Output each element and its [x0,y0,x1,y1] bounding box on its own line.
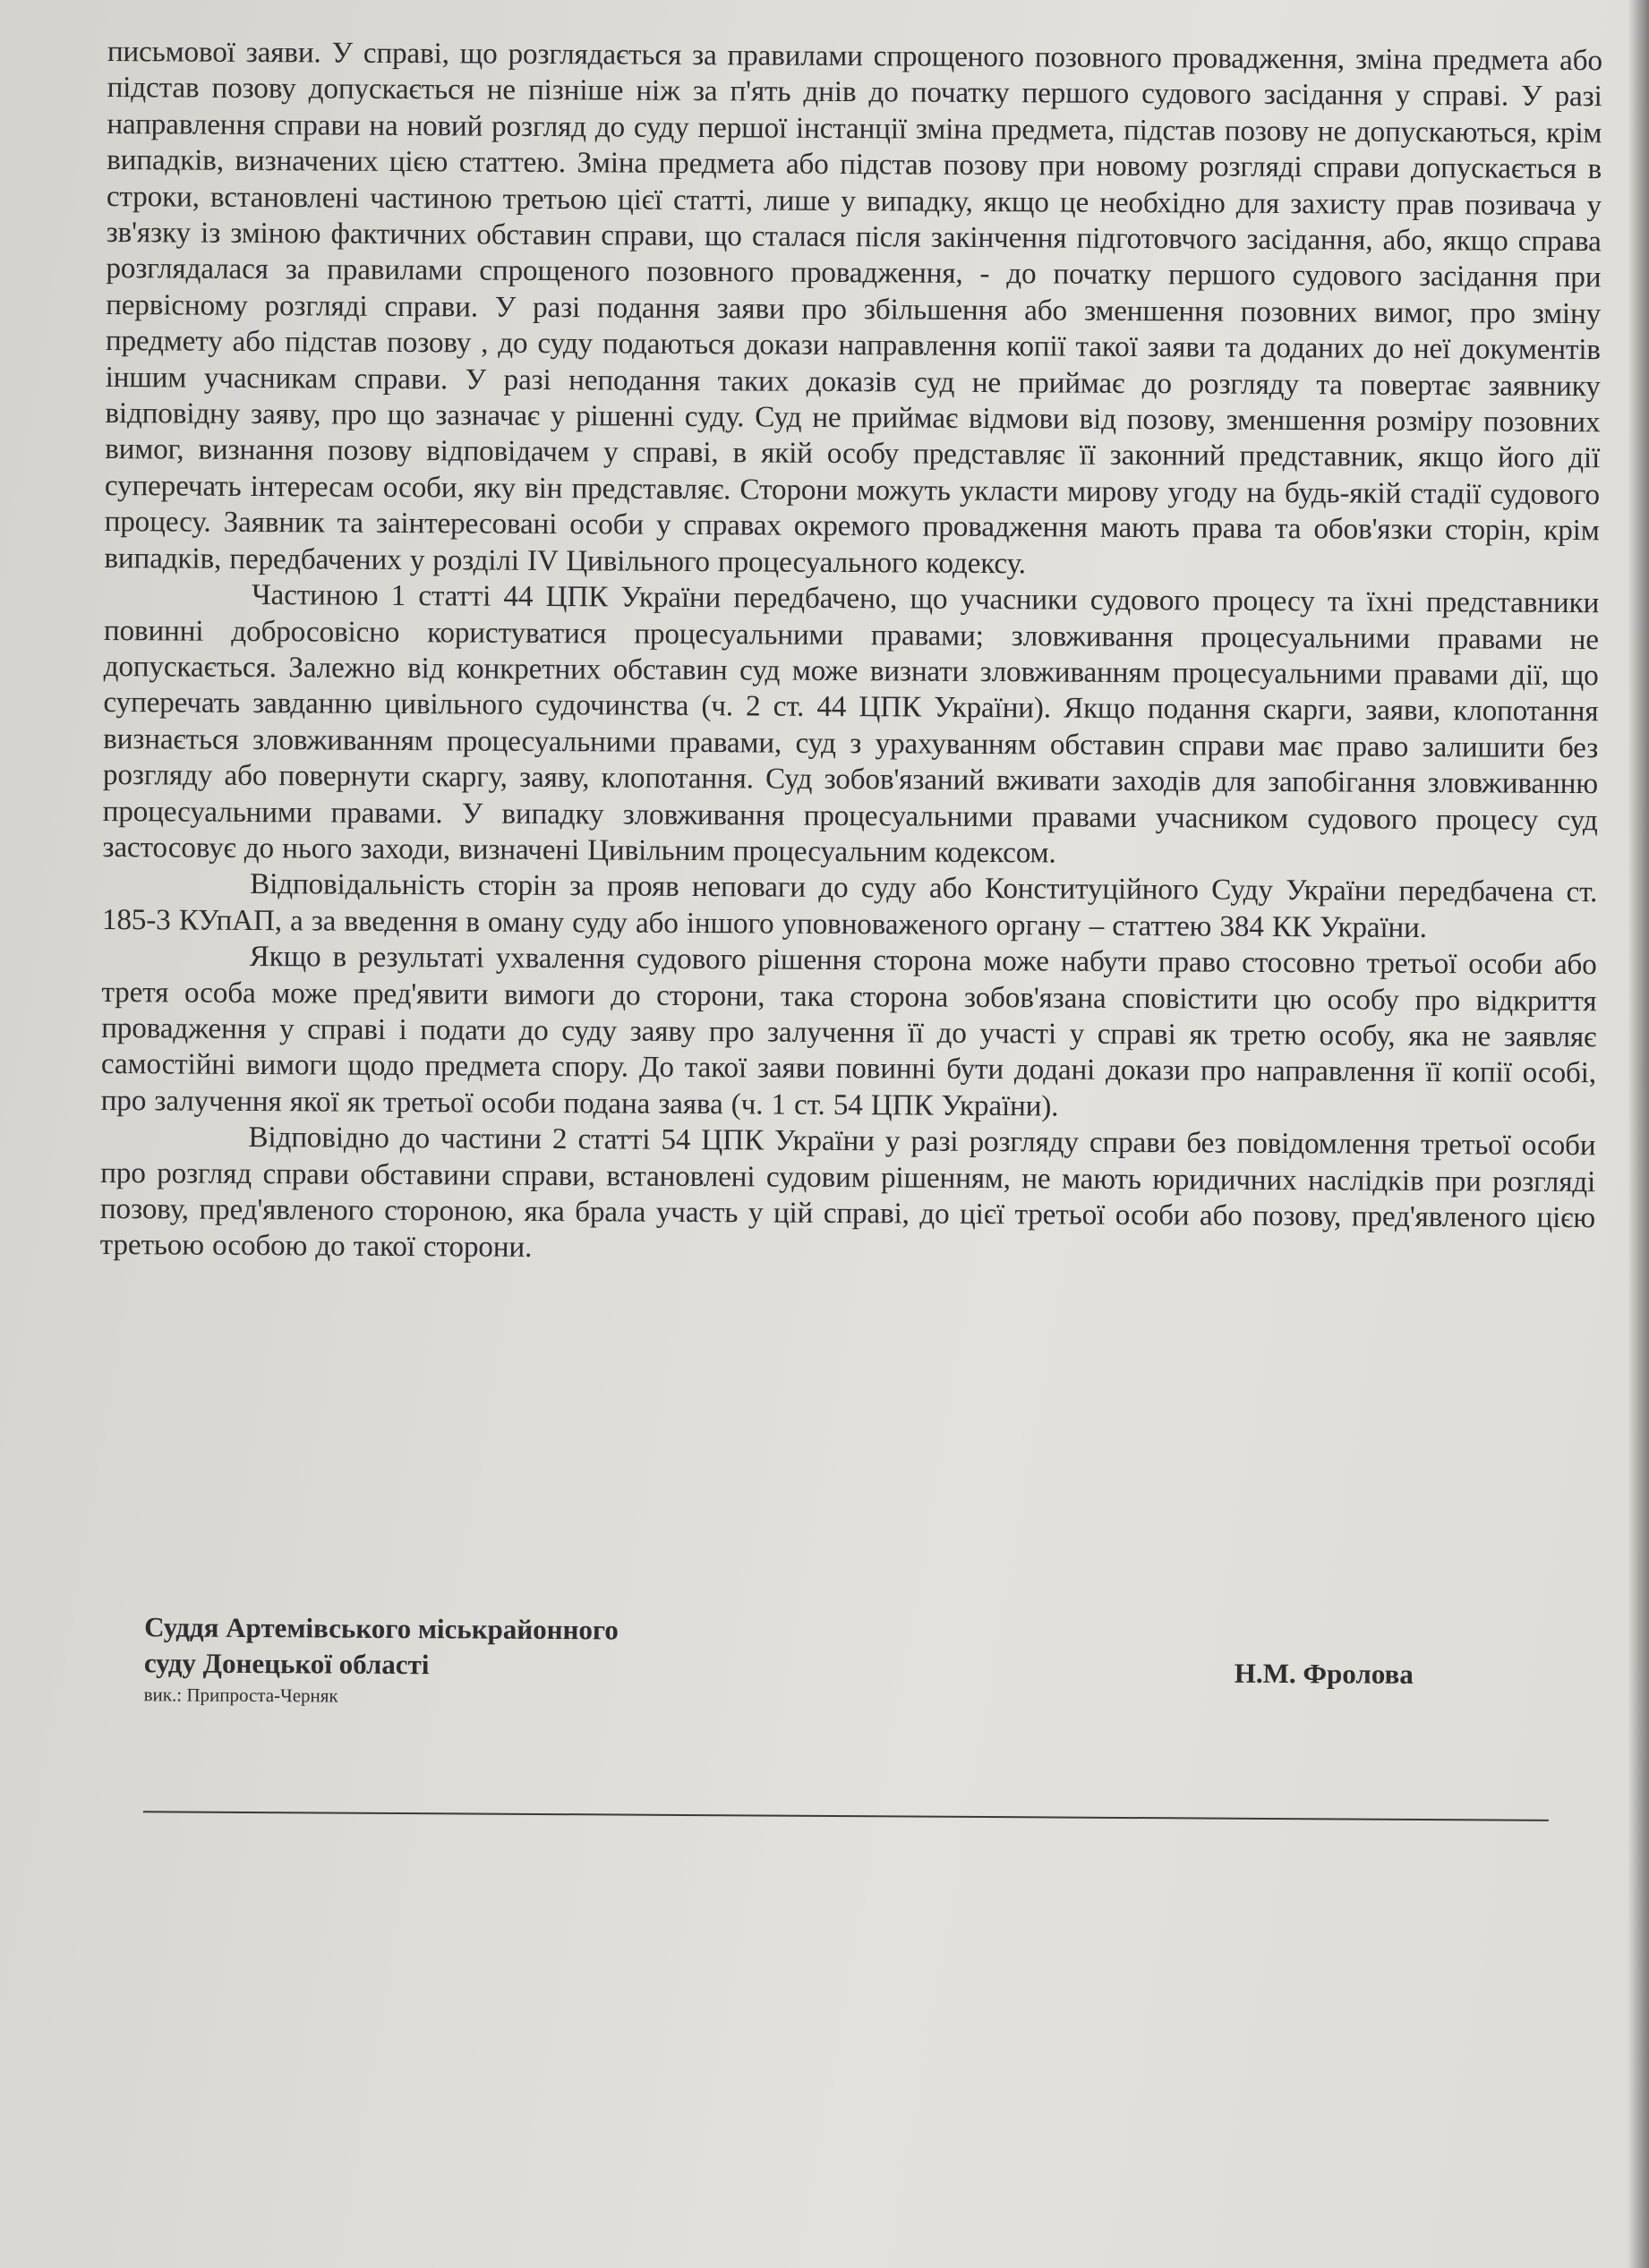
signature-block [144,1609,1542,1717]
paragraph-4: Якщо в результаті ухвалення судового рішення сторона може набути право стосовно третьої особи або третя особа може пред'явити вимоги до сторони, така сторона зобов'язана сповістити цю особу про відкриття провадження у справі і подати до суду заяву про залучення її до участі у справі як третю особу, яка не заявляє самостійні вимоги щодо предмета спору. До такої заяви повинні бути додані докази про направлення її копії особі, про залучення якої як третьої особи подана заява (ч. 1 ст. 54 ЦПК України). [100,940,1597,1123]
judge-title-line-2: суду Донецької області [143,1647,430,1681]
judge-name: Н.М. Фролова [1234,1657,1414,1690]
monitor-bezel-edge [1628,0,1649,2268]
paragraph-5: Відповідно до частини 2 статті 54 ЦПК України у разі розгляду справи без повідомлення третьої особи про розгляд справи обставини справи, встановлені судовим рішенням, не мають юридичних наслідків при розгляді позову, пред'явленого стороною, яка брала участь у цій справі, до цієї третьої особи або позову, пред'явленого цією третьою особою до такої сторони. [99,1121,1596,1265]
executor-note: вик.: Припроста-Черняк [143,1684,338,1707]
document-page [99,34,1602,1707]
paragraph-1: письмової заяви. У справі, що розглядається за правилами спрощеного позовного провадження, зміна предмета або підстав позову допускається не пізніше ніж за п'ять днів до початку першого судового засідання у справі. У разі направлення справи на новий розгляд до суду першої інстанції зміна предмета, підстав позову не допускаються, крім випадків, визначених цією статтею. Зміна предмета або підстав позову при новому розгляді справи допускається в строки, встановлені частиною третьою цієї статті, лише у випадку, якщо це необхідно для захисту прав позивача у зв'язку із зміною фактичних обставин справи, що сталася після закінчення підготовчого засідання, або, якщо справа розглядалася за правилами спрощеного позовного провадження, - до початку першого судового засідання при первісному розгляді справи. У разі подання заяви про збільшення або зменшення позовних вимог, про зміну предмету або підстав позову , до суду подаються докази направлення копії такої заяви та доданих до неї документів іншим учасникам справи. У разі неподання таких доказів суд не приймає до розгляду та повертає заявнику відповідну заяву, про що зазначає у рішенні суду. Суд не приймає відмови від позову, зменшення розміру позовних вимог, визнання позову відповідачем у справі, в якій особу представляє її законний представник, якщо його дії суперечать інтересам особи, яку він представляє. Сторони можуть укласти мирову угоду на будь-якій стадії судового процесу. Заявник та заінтересовані особи у справах окремого провадження мають права та обов'язки сторін, крім випадків, передбачених у розділі IV Цивільного процесуального кодексу. [104,34,1602,580]
paragraph-2: Частиною 1 статті 44 ЦПК України передбачено, що учасники судового процесу та їхні представники повинні добросовісно користуватися процесуальними правами; зловживання процесуальними правами не допускається. Залежно від конкретних обставин суд може визнати зловживанням процесуальними правами дії, що суперечать завданню цивільного судочинства (ч. 2 ст. 44 ЦПК України). Якщо подання скарги, заяви, клопотання визнається зловживанням процесуальними правами, суд з урахуванням обставин справи має право залишити без розгляду або повернути скаргу, заяву, клопотання. Суд зобов'язаний вживати заходів для запобігання зловживанню процесуальними правами. У випадку зловживання процесуальними правами учасником судового процесу суд застосовує до нього заходи, визначені Цивільним процесуальним кодексом. [102,578,1600,870]
paragraph-3: Відповідальність сторін за прояв неповаги до суду або Конституційного Суду України передбачена ст. 185-3 КУпАП, а за введення в оману суду або іншого уповноваженого органу – статтею 384 КК України. [101,867,1598,944]
bottom-divider-line [143,1811,1549,1821]
judge-title-line-1: Суддя Артемівського міськрайонного [144,1611,619,1646]
